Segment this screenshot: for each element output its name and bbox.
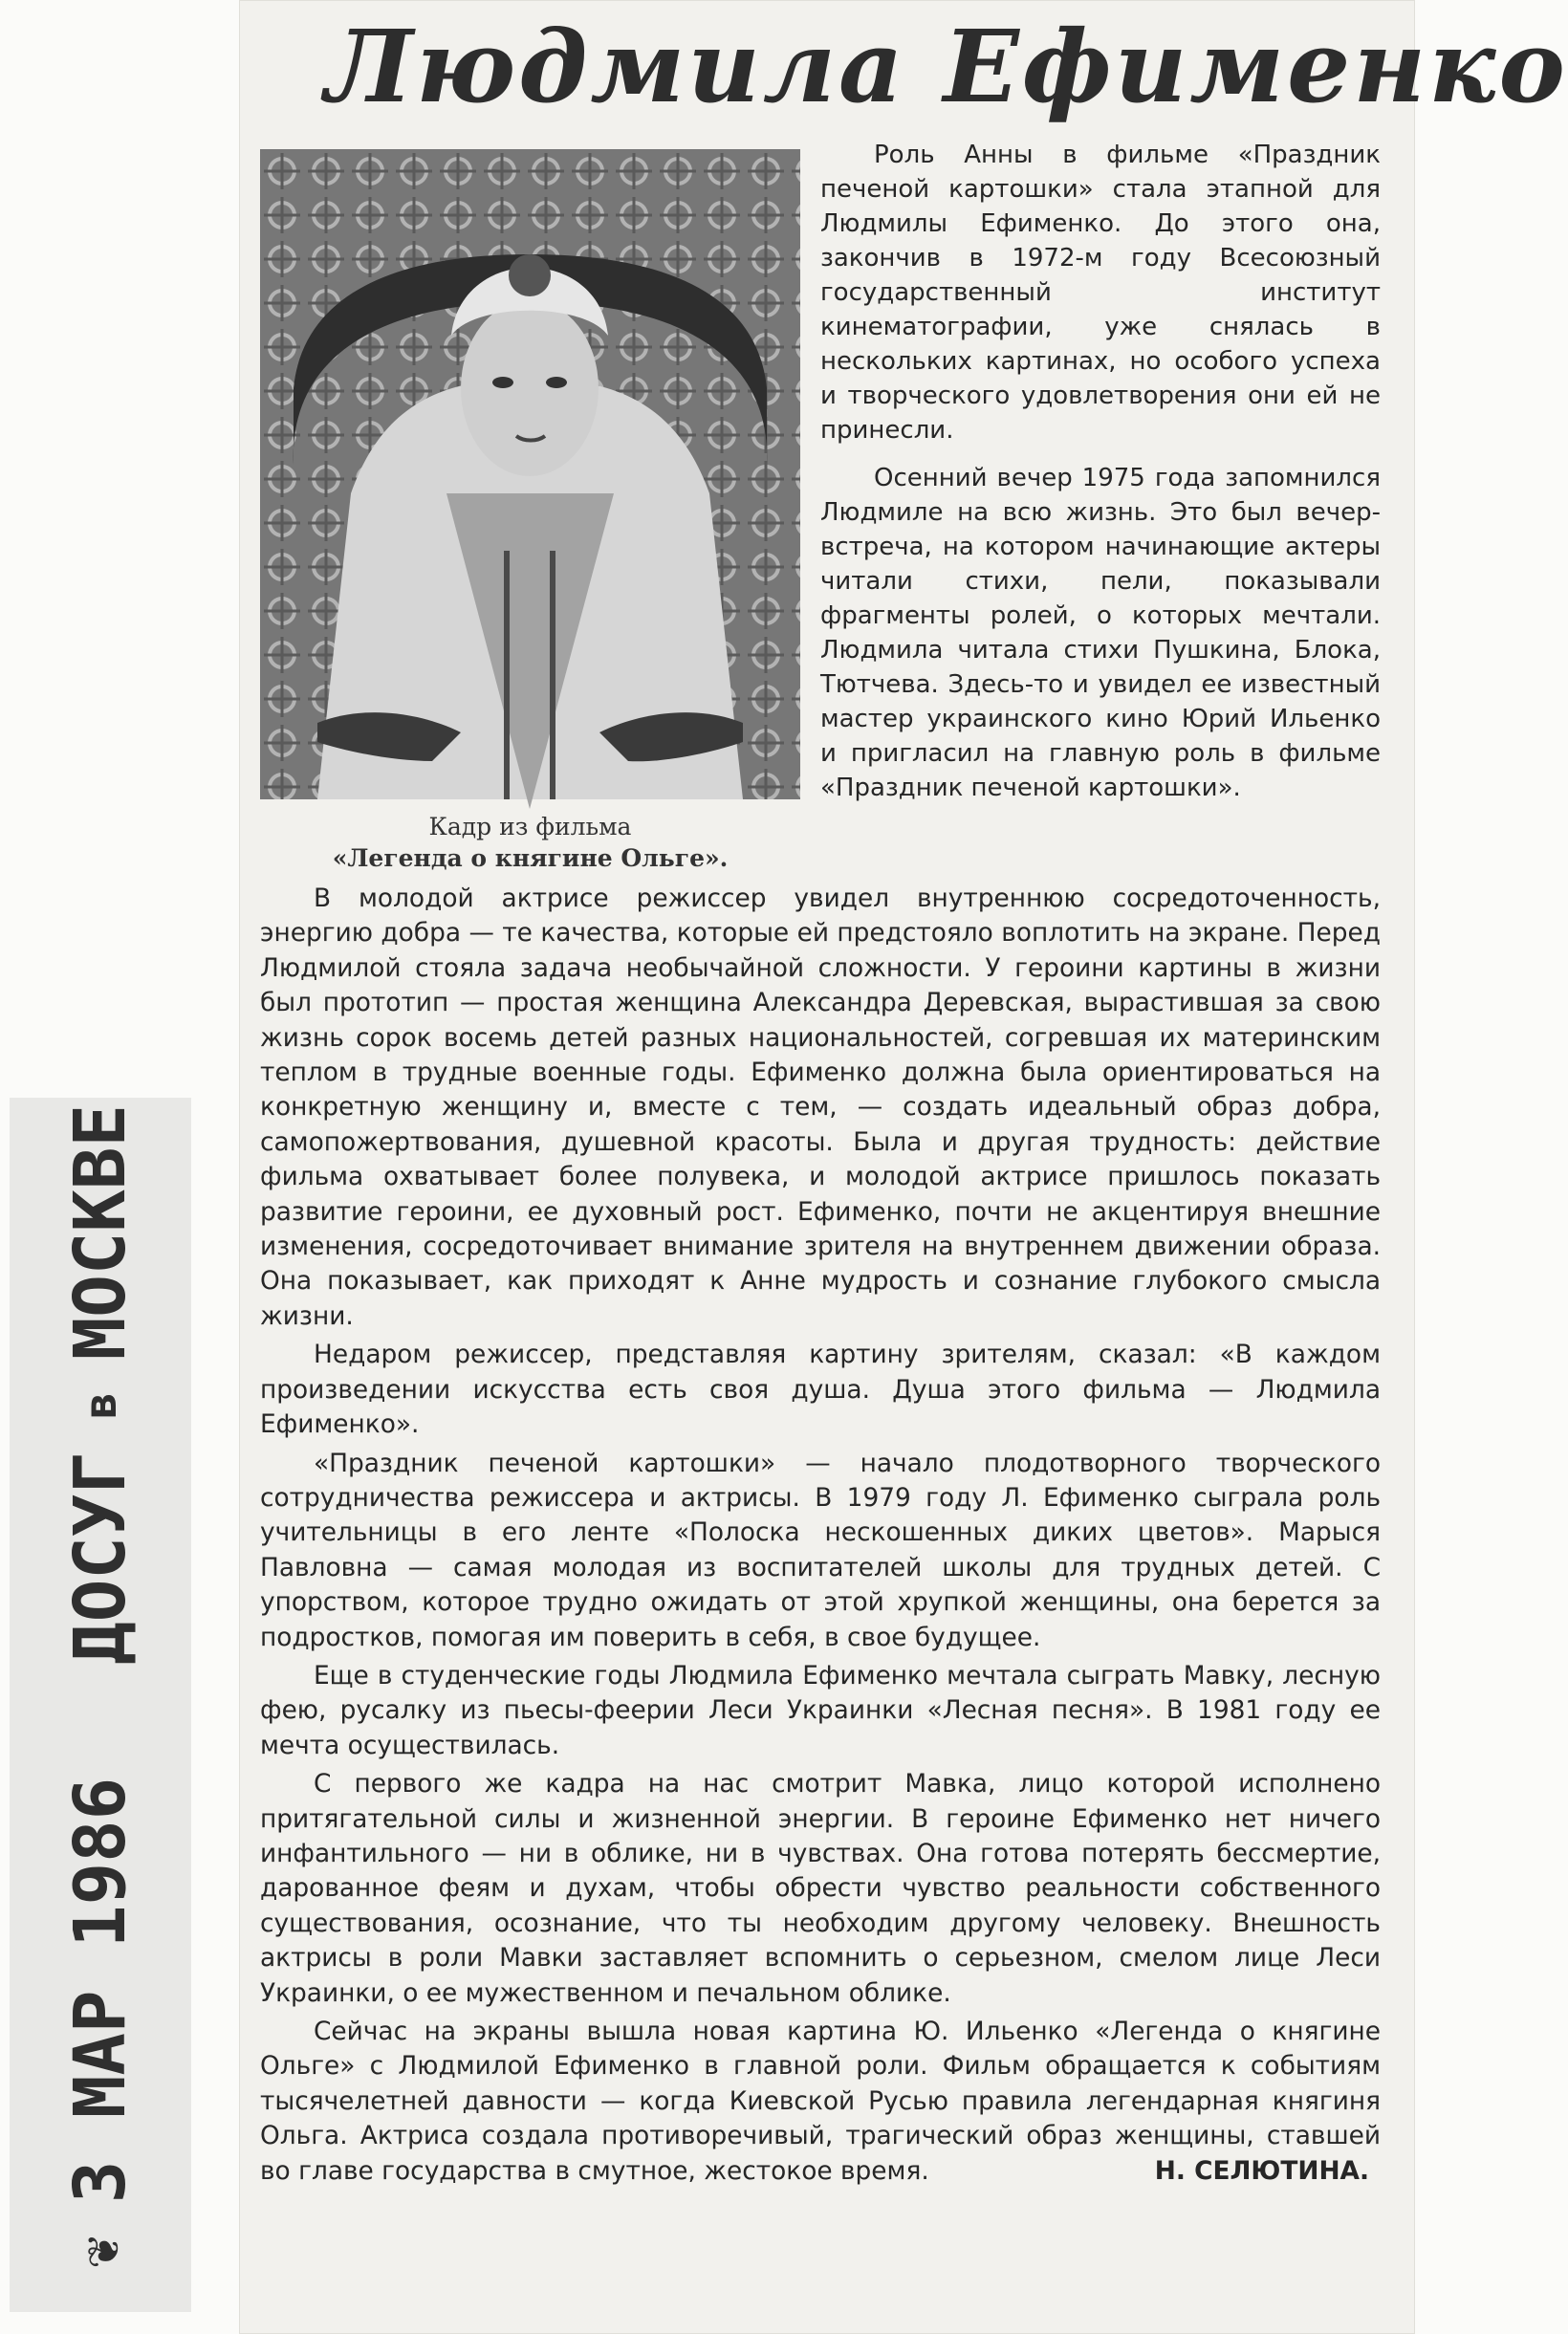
stamp-city: МОСКВЕ bbox=[59, 1103, 142, 1361]
paragraph: Осенний вечер 1975 года запомнился Людмиле на всю жизнь. Это был вечер-встреча, на котором начинающие актеры читали стихи, пели, показывали фрагменты ролей, о которых мечтали. Людмила читала стихи Пушкина, Блока, Тютчева. Здесь-то и увидел ее известный мастер украинского кино Юрий Ильенко и пригласил на главную роль в фильме «Праздник печеной картошки». bbox=[820, 464, 1381, 802]
stamp-flower-icon: ❦ bbox=[69, 2236, 132, 2268]
stamp-date: 3 МАР 1986 bbox=[59, 1777, 142, 2204]
last-paragraph bbox=[260, 2015, 1381, 2189]
photo-caption bbox=[260, 811, 800, 874]
article-title: Людмила Ефименко bbox=[325, 8, 1568, 125]
paragraph: Роль Анны в фильме «Праздник печеной картошки» стала этапной для Людмилы Ефименко. До этого она, закончив в 1972-м году Всесоюзный государственный институт кинематографии, уже снялась в нескольких картинах, но особого успеха и творческого удовлетворения они ей не принесли. bbox=[820, 141, 1381, 445]
paragraph: С первого же кадра на нас смотрит Мавка, лицо которой исполнено притягательной силы и жизненной энергии. В героине Ефименко нет ничего инфантильного — ни в облике, ни в чувствах. Она готова потерять бессмертие, дарованное феям и духам, чтобы обрести чувство реальности собственного существования, осознание, что ты необходим другому человеку. Внешность актрисы в роли Мавки заставляет вспомнить о серьезном, смелом лице Леси Украинки, о ее мужественном и печальном облике. bbox=[260, 1769, 1381, 2008]
author-signature: Н. СЕЛЮТИНА. bbox=[1154, 2155, 1369, 2186]
date-stamp-text bbox=[10, 1080, 191, 2295]
paragraph-text: Сейчас на экраны вышла новая картина Ю. Ильенко «Легенда о княгине Ольге» с Людмилой Ефименко в главной роли. Фильм обращается к событиям тысячелетней давности — когда Киевской Русью правила легендарная княгиня Ольга. Актриса создала противоречивый, трагический образ женщины, ставшей во главе государства в смутное, жестокое время. bbox=[260, 2017, 1381, 2186]
article-body bbox=[260, 882, 1381, 2192]
paragraph: «Праздник печеной картошки» — начало плодотворного творческого сотрудничества режиссера и актрисы. В 1979 году Л. Ефименко сыграла роль учительницы в его ленте «Полоска нескошенных диких цветов». Марыся Павловна — самая молодая из воспитателей школы для трудных детей. С упорством, которое трудно ожидать от этой хрупкой женщины, она берется за подростков, помогая им поверить в себя, в свое будущее. bbox=[260, 1448, 1381, 1652]
stamp-section: ДОСУГ bbox=[59, 1451, 142, 1665]
caption-line-2: «Легенда о княгине Ольге». bbox=[332, 844, 729, 872]
paragraph: Недаром режиссер, представляя картину зрителям, сказал: «В каждом произведении искусства есть своя душа. Душа этого фильма — Людмила Ефименко». bbox=[260, 1340, 1381, 1440]
film-still-illustration bbox=[260, 149, 800, 799]
right-column-text bbox=[820, 138, 1381, 818]
paragraph: Еще в студенческие годы Людмила Ефименко мечтала сыграть Мавку, лесную фею, русалку из пьесы-феерии Леси Украинки «Лесная песня». В 1981 году ее мечта осуществилась. bbox=[260, 1660, 1381, 1760]
film-still-photo bbox=[260, 149, 800, 799]
caption-line-1: Кадр из фильма bbox=[428, 813, 632, 840]
paragraph: В молодой актрисе режиссер увидел внутреннюю сосредоточенность, энергию добра — те качества, которые ей предстояло воплотить на экране. Перед Людмилой стояла задача необычайной сложности. У героини картины в жизни был прототип — простая женщина Александра Деревская, вырастившая за свою жизнь сорок восемь детей разных национальностей, согревшая их материнским теплом в трудные военные годы. Ефименко должна была ориентироваться на конкретную женщину и, вместе с тем, — создать идеальный образ добра, самопожертвования, душевной красоты. Была и другая трудность: действие фильма охватывает более полувека, и молодой актрисе пришлось показать развитие героини, ее духовный рост. Ефименко, почти не акцентируя внешние изменения, сосредоточивает внимание зрителя на внутреннем движении образа. Она показывает, как приходят к Анне мудрость и сознание глубокого смысла жизни. bbox=[260, 883, 1381, 1331]
stamp-preposition: в bbox=[75, 1392, 126, 1419]
